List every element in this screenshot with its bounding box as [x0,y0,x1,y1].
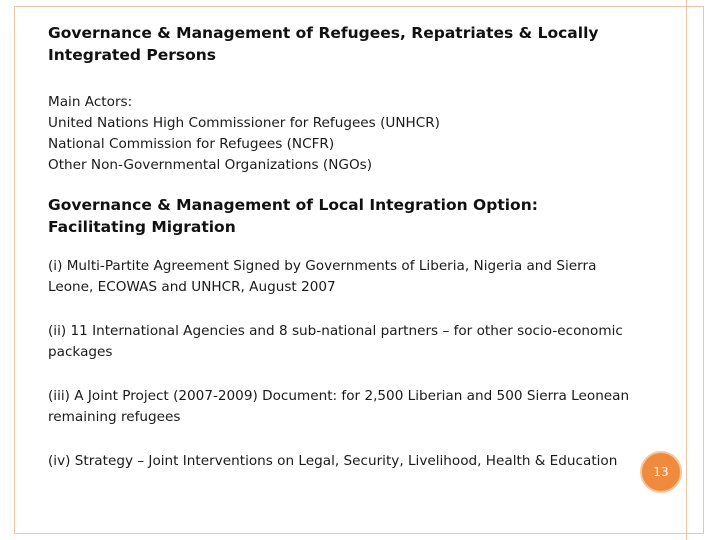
point-agencies: (ii) 11 International Agencies and 8 sub-national partners – for other socio-economic packages [48,323,623,360]
actor-ncfr: National Commission for Refugees (NCFR) [48,136,335,152]
actor-unhcr: United Nations High Commissioner for Refugees (UNHCR) [48,115,440,131]
point-joint-project: (iii) A Joint Project (2007-2009) Document: for 2,500 Liberian and 500 Sierra Leonean remaining refugees [48,388,630,425]
slide-heading-refugee-governance: Governance & Management of Refugees, Repatriates & Locally Integrated Persons [48,24,599,64]
main-actors-block [48,92,638,176]
point-agreement: (i) Multi-Partite Agreement Signed by Governments of Liberia, Nigeria and Sierra Leone, ECOWAS and UNHCR, August 2007 [48,258,597,295]
point-strategy: (iv) Strategy – Joint Interventions on Legal, Security, Livelihood, Health & Education [48,453,618,469]
main-actors-label: Main Actors: [48,94,133,110]
page-number-badge: 13 [640,451,682,493]
slide-heading-local-integration: Governance & Management of Local Integration Option: Facilitating Migration [48,196,538,236]
slide-side-rule [686,0,687,540]
slide-content [48,22,638,495]
actor-ngos: Other Non-Governmental Organizations (NGOs) [48,157,373,173]
